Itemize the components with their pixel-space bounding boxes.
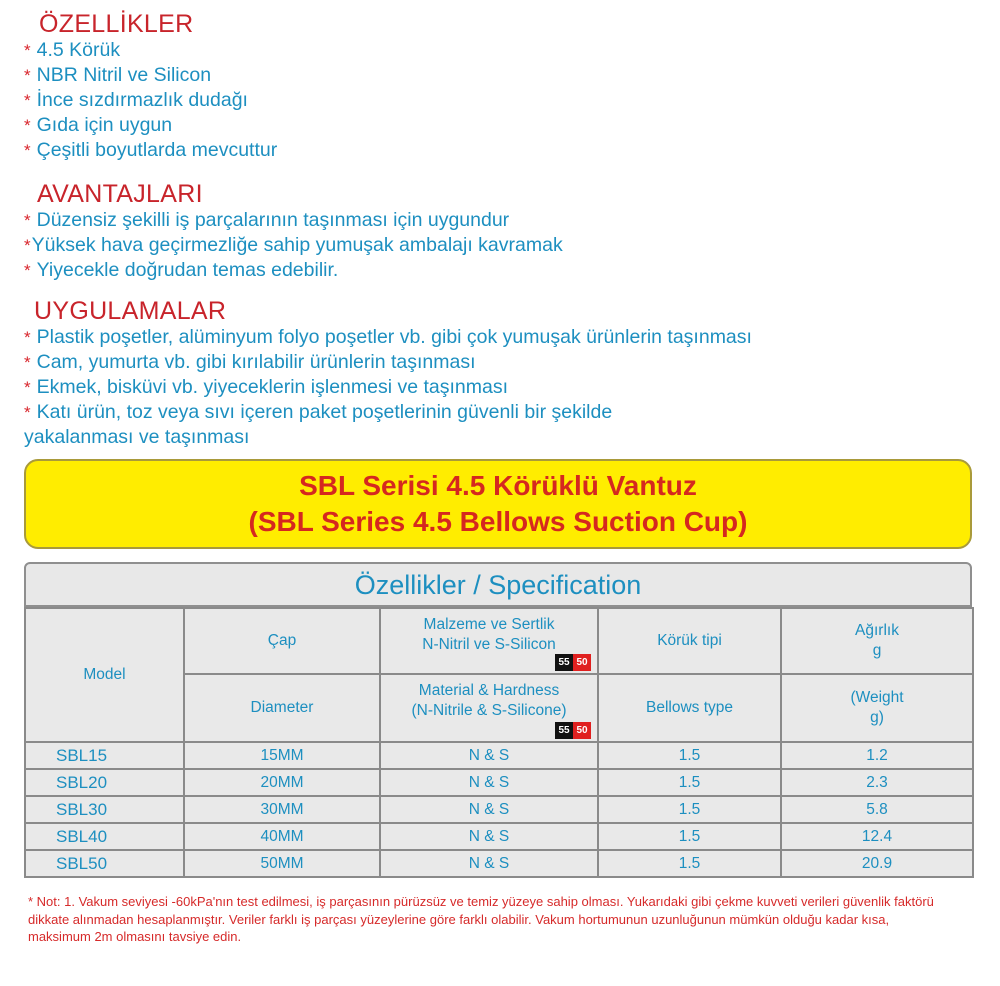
cell-bellows: 1.5 — [598, 796, 781, 823]
bullet-star-icon: * — [24, 378, 31, 397]
footnote: * Not: 1. Vakum seviyesi -60kPa'nın test edilmesi, iş parçasının pürüzsüz ve temiz yüzeye sahip olması. Yukarıdaki gibi çekme kuvveti verileri güvenlik faktörü dikkate alınmadan hesaplanmıştır. Veriler farklı iş parçası yüzeylerine göre farklı olabilir. Vakum hortumunun uzunluğunun mümkün olduğu kadar kısa, maksimum 2m olmasını tavsiye edin. — [28, 894, 934, 944]
cell-bellows: 1.5 — [598, 769, 781, 796]
application-text: Ekmek, bisküvi vb. yiyeceklerin işlenmesi ve taşınması — [36, 376, 509, 398]
feature-text: 4.5 Körük — [36, 39, 121, 61]
cell-bellows: 1.5 — [598, 742, 781, 769]
table-header-row-tr — [25, 608, 973, 674]
advantage-item — [24, 233, 1000, 258]
feature-item — [24, 138, 1000, 163]
header-material-tr-line2: N-Nitril ve S-Silicon — [422, 636, 556, 653]
header-material-tr — [380, 608, 598, 674]
header-weight-tr — [781, 608, 973, 674]
application-item — [24, 350, 1000, 375]
bullet-star-icon: * — [24, 211, 31, 230]
advantage-text: Yiyecekle doğrudan temas edebilir. — [36, 259, 339, 281]
applications-section — [0, 297, 1000, 450]
feature-item — [24, 113, 1000, 138]
cell-model: SBL20 — [25, 769, 184, 796]
bullet-star-icon: * — [24, 328, 31, 347]
bullet-star-icon: * — [24, 353, 31, 372]
table-row — [25, 850, 973, 877]
cell-material: N & S — [380, 769, 598, 796]
table-row — [25, 796, 973, 823]
cell-diameter: 40MM — [184, 823, 380, 850]
header-model: Model — [25, 608, 184, 742]
header-weight-tr-line1: Ağırlık — [855, 622, 899, 639]
application-item — [24, 375, 1000, 400]
header-diameter-en: Diameter — [184, 674, 380, 742]
header-material-tr-line1: Malzeme ve Sertlik — [423, 616, 555, 633]
cell-weight: 20.9 — [781, 850, 973, 877]
header-material-en — [380, 674, 598, 742]
features-heading: ÖZELLİKLER — [39, 10, 194, 38]
application-item-continuation: yakalanması ve taşınması — [24, 426, 250, 448]
product-title-en: (SBL Series 4.5 Bellows Suction Cup) — [248, 506, 748, 537]
product-title-banner — [24, 459, 972, 549]
specification-title: Özellikler / Specification — [24, 562, 972, 607]
cell-weight: 12.4 — [781, 823, 973, 850]
cell-diameter: 30MM — [184, 796, 380, 823]
advantages-heading: AVANTAJLARI — [37, 180, 203, 208]
advantage-item — [24, 208, 1000, 233]
hardness-badges — [555, 722, 591, 739]
bullet-star-icon: * — [24, 403, 31, 422]
advantages-section — [0, 180, 1000, 283]
bullet-star-icon: * — [24, 66, 31, 85]
application-text: Cam, yumurta vb. gibi kırılabilir ürünlerin taşınması — [36, 351, 476, 373]
cell-weight: 2.3 — [781, 769, 973, 796]
cell-material: N & S — [380, 823, 598, 850]
product-title-tr: SBL Serisi 4.5 Körüklü Vantuz — [299, 470, 697, 501]
bullet-star-icon: * — [24, 261, 31, 280]
cell-material: N & S — [380, 742, 598, 769]
cell-material: N & S — [380, 850, 598, 877]
application-item — [24, 325, 1000, 350]
header-weight-en — [781, 674, 973, 742]
bullet-star-icon: * — [24, 41, 31, 60]
feature-text: NBR Nitril ve Silicon — [36, 64, 212, 86]
feature-item — [24, 63, 1000, 88]
header-bellows-tr: Körük tipi — [598, 608, 781, 674]
applications-heading: UYGULAMALAR — [34, 297, 227, 325]
cell-bellows: 1.5 — [598, 823, 781, 850]
cell-material: N & S — [380, 796, 598, 823]
cell-model: SBL50 — [25, 850, 184, 877]
header-weight-tr-line2: g — [872, 642, 882, 659]
hardness-badge-50: 50 — [573, 722, 591, 739]
specification-table — [24, 607, 974, 878]
header-bellows-en: Bellows type — [598, 674, 781, 742]
cell-model: SBL15 — [25, 742, 184, 769]
feature-text: Çeşitli boyutlarda mevcuttur — [36, 139, 278, 161]
cell-diameter: 20MM — [184, 769, 380, 796]
header-material-en-line2: (N-Nitrile & S-Silicone) — [411, 702, 567, 719]
hardness-badge-55: 55 — [555, 722, 573, 739]
table-row — [25, 769, 973, 796]
bullet-star-icon: * — [24, 141, 31, 160]
application-item — [24, 400, 1000, 425]
feature-text: İnce sızdırmazlık dudağı — [36, 89, 248, 111]
cell-bellows: 1.5 — [598, 850, 781, 877]
cell-model: SBL40 — [25, 823, 184, 850]
header-diameter-tr: Çap — [184, 608, 380, 674]
table-row — [25, 742, 973, 769]
feature-text: Gıda için uygun — [36, 114, 173, 136]
cell-weight: 5.8 — [781, 796, 973, 823]
cell-diameter: 15MM — [184, 742, 380, 769]
hardness-badge-50: 50 — [573, 654, 591, 671]
advantage-text: Düzensiz şekilli iş parçalarının taşınması için uygundur — [36, 209, 510, 231]
hardness-badge-55: 55 — [555, 654, 573, 671]
feature-item — [24, 38, 1000, 63]
application-text: Plastik poşetler, alüminyum folyo poşetler vb. gibi çok yumuşak ürünlerin taşınması — [36, 326, 752, 348]
application-text: Katı ürün, toz veya sıvı içeren paket poşetlerinin güvenli bir şekilde — [36, 401, 613, 423]
bullet-star-icon: * — [24, 116, 31, 135]
header-material-en-line1: Material & Hardness — [418, 682, 560, 699]
header-weight-en-line2: g) — [870, 709, 884, 726]
advantage-text: Yüksek hava geçirmezliğe sahip yumuşak ambalajı kavramak — [31, 234, 563, 256]
hardness-badges — [555, 654, 591, 671]
bullet-star-icon: * — [24, 91, 31, 110]
feature-item — [24, 88, 1000, 113]
table-row — [25, 823, 973, 850]
advantage-item — [24, 258, 1000, 283]
specification-table-container — [24, 562, 972, 878]
features-section — [0, 10, 1000, 163]
cell-diameter: 50MM — [184, 850, 380, 877]
header-weight-en-line1: (Weight — [850, 689, 904, 706]
bullet-star-icon: * — [24, 236, 31, 255]
cell-model: SBL30 — [25, 796, 184, 823]
cell-weight: 1.2 — [781, 742, 973, 769]
